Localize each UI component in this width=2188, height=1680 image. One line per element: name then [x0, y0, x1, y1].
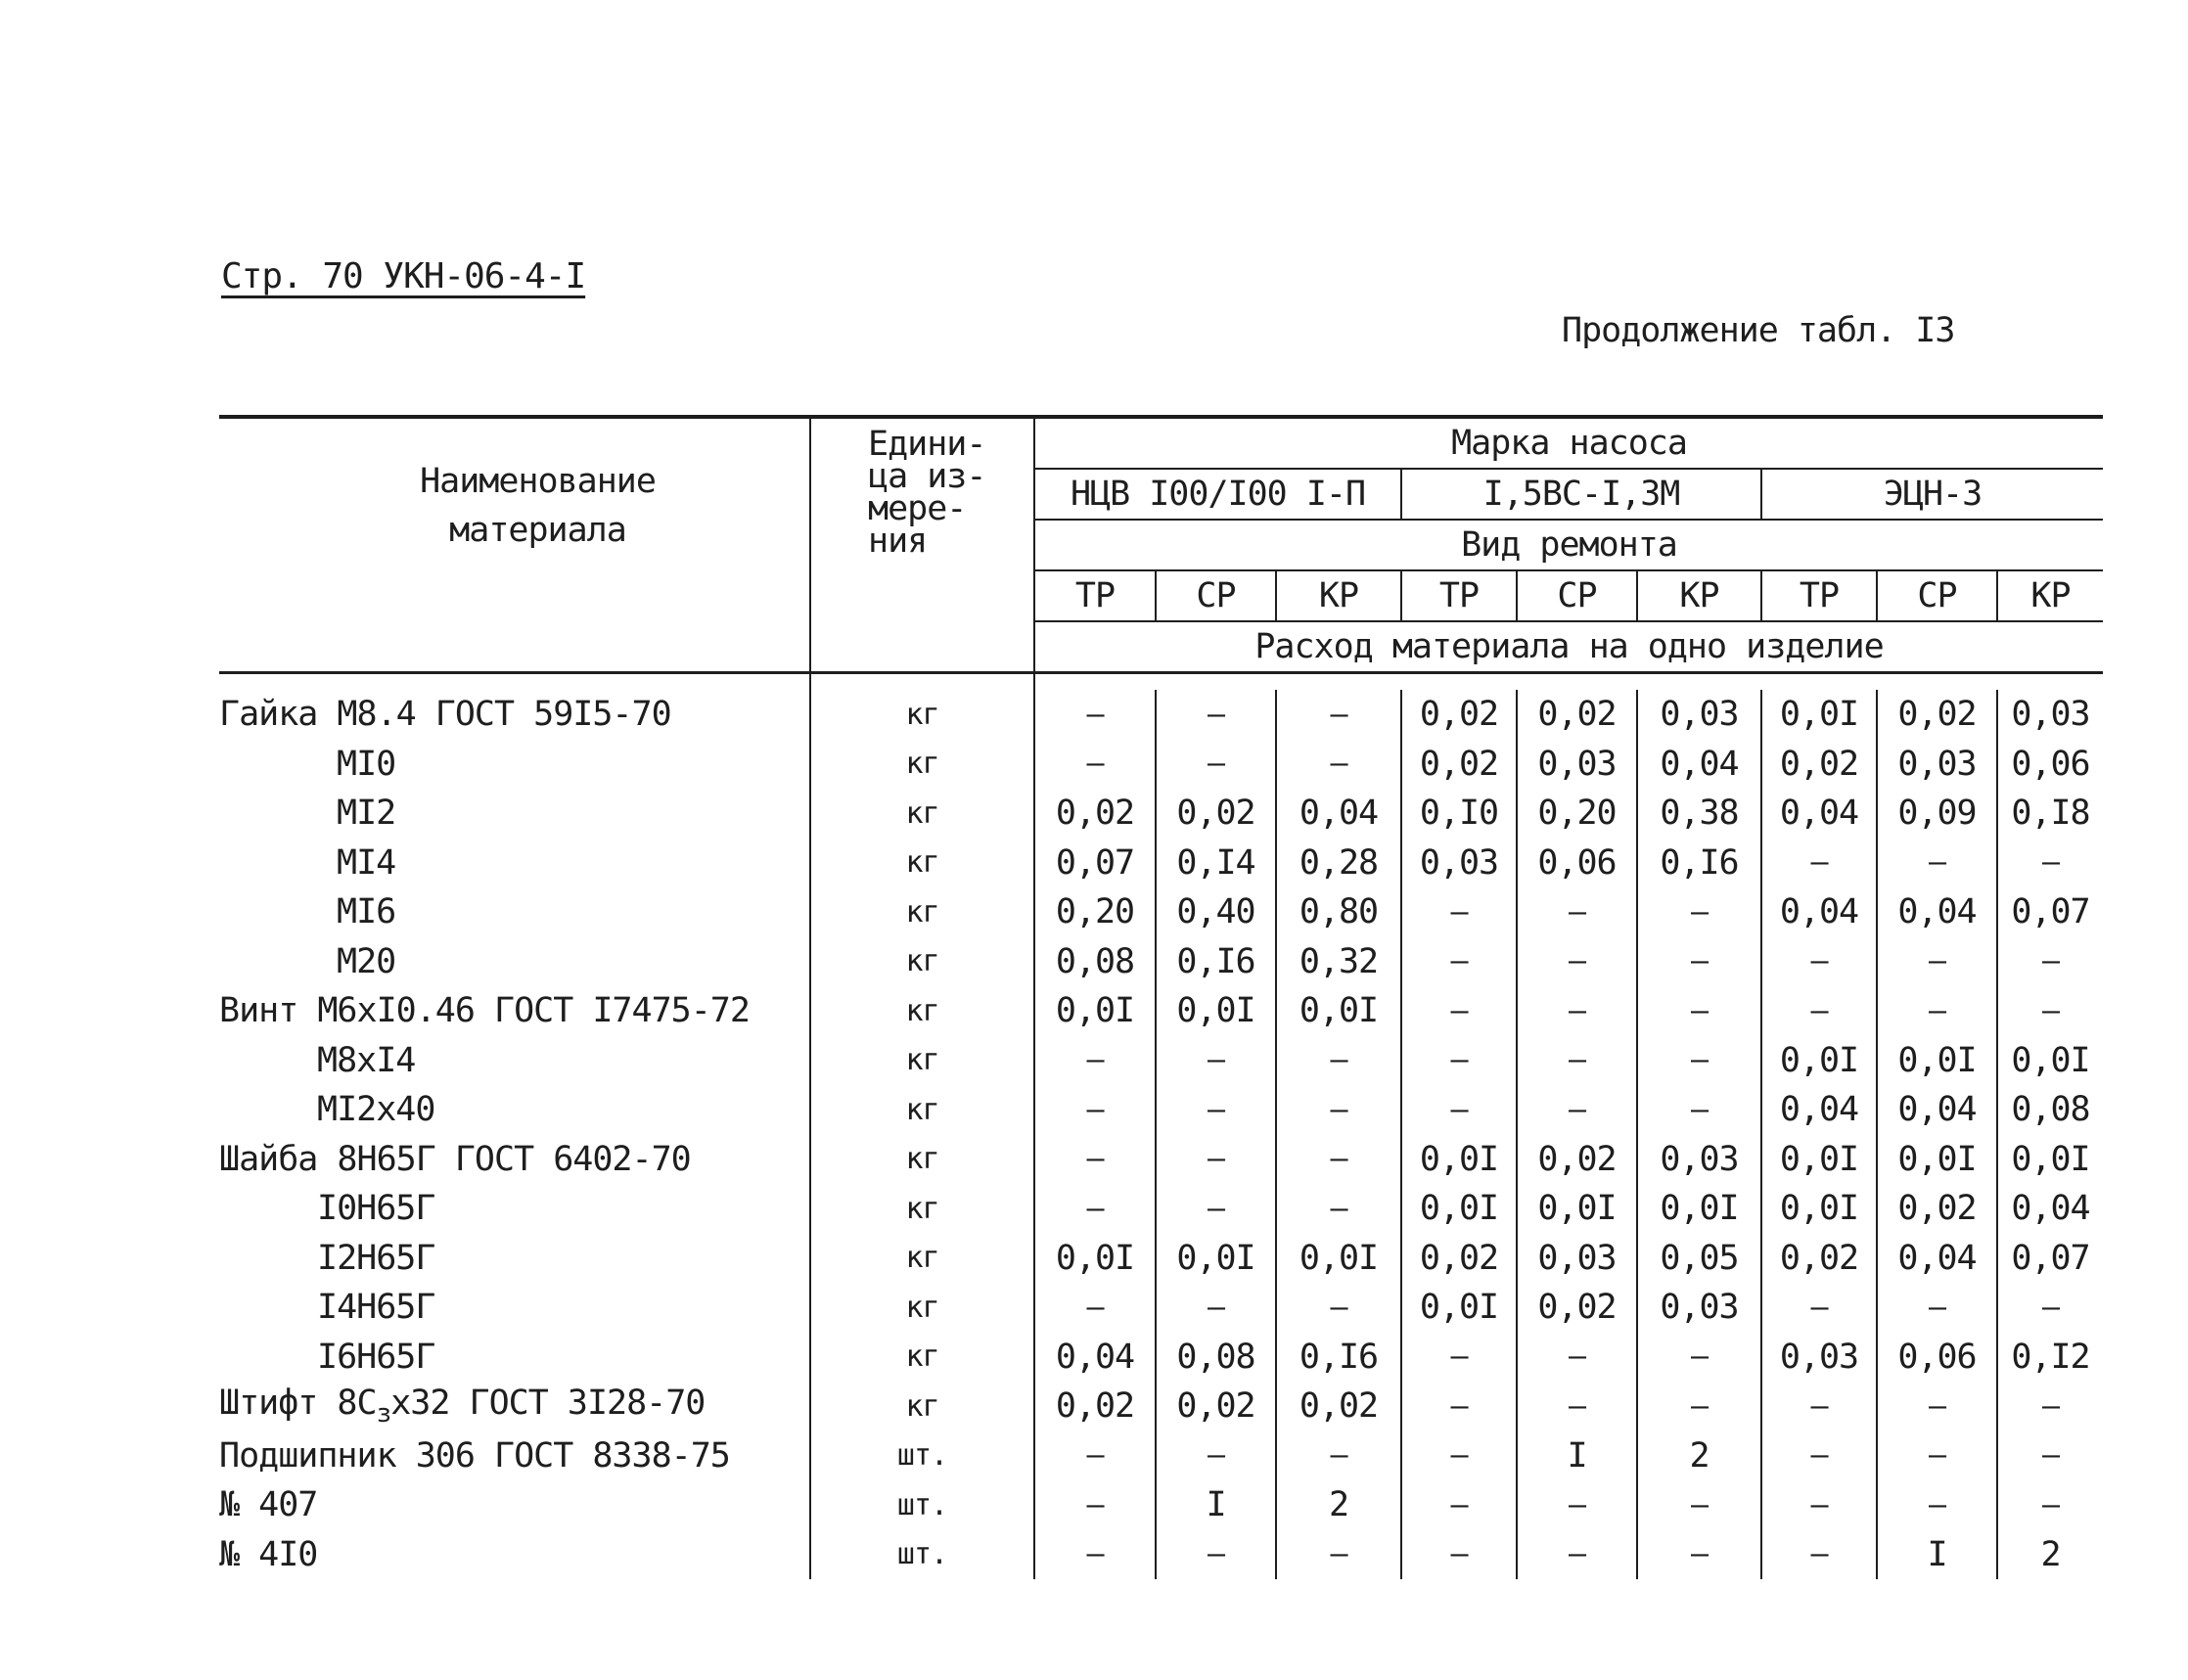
table-row — [219, 1431, 2103, 1481]
value-cell: – — [1877, 839, 1997, 888]
pump-header-3: ЭЦН-3 — [1761, 469, 2103, 520]
value-cell: – — [1761, 1283, 1877, 1333]
repair-code-header: ТР — [1761, 570, 1877, 621]
value-cell: – — [1401, 937, 1517, 987]
value-cell: – — [1877, 986, 1997, 1036]
value-cell: 0,08 — [1034, 937, 1156, 987]
table-row — [219, 1283, 2103, 1333]
value-cell: 0,0I — [1877, 1036, 1997, 1086]
value-cell: – — [1637, 1333, 1761, 1383]
value-cell: 0,20 — [1517, 789, 1637, 839]
value-cell: – — [1997, 937, 2103, 987]
value-cell: 0,04 — [1761, 1085, 1877, 1135]
value-cell: – — [1637, 986, 1761, 1036]
value-cell: – — [1276, 690, 1401, 740]
pump-brand-header: Марка насоса — [1034, 417, 2103, 469]
value-cell: – — [1401, 887, 1517, 937]
material-consumption-table — [219, 415, 2103, 1579]
value-cell: – — [1156, 1135, 1276, 1185]
value-cell: 0,07 — [1034, 839, 1156, 888]
value-cell: 0,I6 — [1156, 937, 1276, 987]
value-cell: 0,08 — [1997, 1085, 2103, 1135]
unit-cell: кг — [810, 1234, 1034, 1284]
value-cell: – — [1761, 1431, 1877, 1481]
value-cell: 0,02 — [1761, 740, 1877, 790]
value-cell: – — [1517, 1530, 1637, 1580]
value-cell: 0,0I — [1761, 1184, 1877, 1234]
value-cell: 0,07 — [1997, 1234, 2103, 1284]
value-cell: 2 — [1637, 1431, 1761, 1481]
value-cell: 0,02 — [1401, 1234, 1517, 1284]
value-cell: – — [1401, 1431, 1517, 1481]
value-cell: – — [1637, 887, 1761, 937]
repair-code-header: КР — [1997, 570, 2103, 621]
value-cell: – — [1034, 1431, 1156, 1481]
value-cell: – — [1034, 1530, 1156, 1580]
repair-code-header: СР — [1877, 570, 1997, 621]
value-cell: 0,04 — [1877, 887, 1997, 937]
unit-cell: кг — [810, 1036, 1034, 1086]
value-cell: – — [1156, 740, 1276, 790]
value-cell: – — [1276, 740, 1401, 790]
value-cell: 0,04 — [1997, 1184, 2103, 1234]
material-name-text: № 4I0 — [219, 1534, 318, 1574]
table-row — [219, 1333, 2103, 1383]
value-cell: – — [1401, 1085, 1517, 1135]
unit-cell: кг — [810, 690, 1034, 740]
value-cell: 0,I6 — [1637, 839, 1761, 888]
unit-cell: кг — [810, 986, 1034, 1036]
value-cell: 0,08 — [1156, 1333, 1276, 1383]
value-cell: 0,03 — [1517, 1234, 1637, 1284]
value-cell: – — [1276, 1085, 1401, 1135]
value-cell: 0,40 — [1156, 887, 1276, 937]
repair-type-header: Вид ремонта — [1034, 520, 2103, 570]
material-name-text: I0Н65Г — [317, 1189, 435, 1229]
table-continuation-caption: Продолжение табл. I3 — [1562, 311, 1955, 350]
value-cell: 0,02 — [1761, 1234, 1877, 1284]
value-cell: 0,02 — [1517, 1283, 1637, 1333]
value-cell: 0,0I — [1156, 1234, 1276, 1284]
unit-cell: кг — [810, 1135, 1034, 1185]
pump-header-1: НЦВ I00/I00 I-П — [1034, 469, 1401, 520]
table-row — [219, 789, 2103, 839]
table-row — [219, 1234, 2103, 1284]
value-cell: – — [1761, 1382, 1877, 1431]
value-cell: 0,0I — [1401, 1184, 1517, 1234]
value-cell: 0,I2 — [1997, 1333, 2103, 1383]
value-cell: 0,02 — [1401, 740, 1517, 790]
value-cell: – — [1034, 1184, 1156, 1234]
value-cell: – — [1997, 1480, 2103, 1530]
value-cell: 0,0I — [1761, 1135, 1877, 1185]
value-cell: – — [1276, 1184, 1401, 1234]
value-cell: 0,0I — [1034, 1234, 1156, 1284]
value-cell: 0,0I — [1877, 1135, 1997, 1185]
repair-code-header: ТР — [1034, 570, 1156, 621]
value-cell: – — [1761, 1480, 1877, 1530]
material-name-subscript: з — [376, 1399, 391, 1430]
table-row — [219, 986, 2103, 1036]
material-name — [219, 1283, 810, 1333]
repair-code-header: КР — [1637, 570, 1761, 621]
column-header-material-name: Наименование материала — [219, 417, 810, 673]
material-name-text: № 407 — [219, 1485, 318, 1525]
value-cell: 0,0I — [1637, 1184, 1761, 1234]
repair-code-header: ТР — [1401, 570, 1517, 621]
value-cell: 0,02 — [1034, 1382, 1156, 1431]
value-cell: 0,28 — [1276, 839, 1401, 888]
value-cell: – — [1276, 1530, 1401, 1580]
value-cell: – — [1637, 1085, 1761, 1135]
consumption-header: Расход материала на одно изделие — [1034, 621, 2103, 673]
material-name-text: Гайка М8.4 ГОСТ 59I5-70 — [219, 695, 671, 735]
value-cell: 2 — [1997, 1530, 2103, 1580]
value-cell: – — [1276, 1283, 1401, 1333]
value-cell: 0,04 — [1276, 789, 1401, 839]
value-cell: 0,02 — [1517, 690, 1637, 740]
material-name-text: Винт М6хI0.46 ГОСТ I7475-72 — [219, 991, 750, 1031]
value-cell: – — [1156, 1184, 1276, 1234]
value-cell: I — [1156, 1480, 1276, 1530]
value-cell: 0,03 — [1637, 1283, 1761, 1333]
unit-cell: кг — [810, 887, 1034, 937]
material-name-tail: х32 ГОСТ 3I28-70 — [390, 1384, 706, 1424]
table-row — [219, 1135, 2103, 1185]
value-cell: – — [1034, 1135, 1156, 1185]
value-cell: I — [1517, 1431, 1637, 1481]
material-name — [219, 789, 810, 839]
value-cell: – — [1877, 1283, 1997, 1333]
value-cell: 0,03 — [1761, 1333, 1877, 1383]
value-cell: 0,0I — [1997, 1036, 2103, 1086]
material-name — [219, 1234, 810, 1284]
value-cell: 0,20 — [1034, 887, 1156, 937]
value-cell: 0,04 — [1761, 887, 1877, 937]
material-name — [219, 1135, 810, 1185]
value-cell: – — [1401, 986, 1517, 1036]
value-cell: – — [1401, 1382, 1517, 1431]
material-name-text: МI2 — [337, 794, 396, 834]
table-row — [219, 839, 2103, 888]
material-name — [219, 839, 810, 888]
material-name-text: МI2х40 — [317, 1090, 435, 1130]
table-row — [219, 1184, 2103, 1234]
material-name-text: I4Н65Г — [317, 1288, 435, 1328]
unit-cell: кг — [810, 740, 1034, 790]
value-cell: – — [1156, 1283, 1276, 1333]
value-cell: 0,0I — [1276, 1234, 1401, 1284]
material-name-text: МI0 — [337, 744, 396, 784]
value-cell: – — [1517, 1382, 1637, 1431]
value-cell: – — [1401, 1480, 1517, 1530]
value-cell: 0,I8 — [1997, 789, 2103, 839]
material-name-text: МI6 — [337, 892, 396, 932]
material-name — [219, 1036, 810, 1086]
table-row — [219, 1382, 2103, 1431]
repair-code-header: КР — [1276, 570, 1401, 621]
table-row — [219, 1085, 2103, 1135]
value-cell: – — [1034, 690, 1156, 740]
value-cell: – — [1877, 1480, 1997, 1530]
value-cell: 0,I6 — [1276, 1333, 1401, 1383]
unit-cell: кг — [810, 1085, 1034, 1135]
value-cell: – — [1997, 1431, 2103, 1481]
value-cell: – — [1517, 887, 1637, 937]
value-cell: – — [1276, 1431, 1401, 1481]
table-row — [219, 887, 2103, 937]
column-header-unit: Едини- ца из- мере- ния — [810, 417, 1034, 673]
value-cell: 0,06 — [1517, 839, 1637, 888]
value-cell: – — [1637, 937, 1761, 987]
value-cell: – — [1156, 690, 1276, 740]
unit-cell: кг — [810, 1382, 1034, 1431]
value-cell: 0,0I — [1401, 1283, 1517, 1333]
value-cell: – — [1401, 1036, 1517, 1086]
material-name — [219, 937, 810, 987]
value-cell: 0,02 — [1276, 1382, 1401, 1431]
value-cell: – — [1637, 1480, 1761, 1530]
value-cell: – — [1517, 1333, 1637, 1383]
value-cell: 0,32 — [1276, 937, 1401, 987]
table-row — [219, 1480, 2103, 1530]
value-cell: – — [1517, 937, 1637, 987]
value-cell: – — [1401, 1333, 1517, 1383]
value-cell: 0,03 — [1401, 839, 1517, 888]
value-cell: – — [1637, 1530, 1761, 1580]
value-cell: – — [1997, 1283, 2103, 1333]
value-cell: – — [1276, 1036, 1401, 1086]
unit-cell: кг — [810, 789, 1034, 839]
material-name-text: М8хI4 — [317, 1040, 416, 1080]
value-cell: 0,0I — [1761, 690, 1877, 740]
value-cell: – — [1761, 839, 1877, 888]
material-name — [219, 1382, 810, 1431]
value-cell: 2 — [1276, 1480, 1401, 1530]
value-cell: – — [1517, 986, 1637, 1036]
value-cell: – — [1517, 1480, 1637, 1530]
table-row — [219, 1036, 2103, 1086]
unit-cell: кг — [810, 1283, 1034, 1333]
value-cell: 0,0I — [1761, 1036, 1877, 1086]
value-cell: 0,80 — [1276, 887, 1401, 937]
material-name — [219, 1530, 810, 1580]
table-row — [219, 1530, 2103, 1580]
value-cell: 0,38 — [1637, 789, 1761, 839]
unit-cell: кг — [810, 937, 1034, 987]
repair-code-header: СР — [1156, 570, 1276, 621]
value-cell: 0,02 — [1034, 789, 1156, 839]
value-cell: 0,0I — [1517, 1184, 1637, 1234]
value-cell: – — [1276, 1135, 1401, 1185]
value-cell: 0,02 — [1156, 1382, 1276, 1431]
unit-cell: шт. — [810, 1530, 1034, 1580]
material-name — [219, 1184, 810, 1234]
value-cell: – — [1156, 1036, 1276, 1086]
value-cell: – — [1877, 1431, 1997, 1481]
value-cell: 0,02 — [1877, 690, 1997, 740]
unit-cell: шт. — [810, 1480, 1034, 1530]
material-name — [219, 690, 810, 740]
value-cell: 0,0I — [1156, 986, 1276, 1036]
value-cell: 0,02 — [1517, 1135, 1637, 1185]
value-cell: – — [1034, 1085, 1156, 1135]
value-cell: – — [1034, 1480, 1156, 1530]
material-name-text: Штифт 8С — [219, 1384, 377, 1424]
material-name — [219, 1480, 810, 1530]
value-cell: 0,03 — [1637, 690, 1761, 740]
value-cell: – — [1637, 1382, 1761, 1431]
value-cell: 0,02 — [1877, 1184, 1997, 1234]
value-cell: – — [1156, 1431, 1276, 1481]
value-cell: 0,0I — [1034, 986, 1156, 1036]
value-cell: – — [1517, 1036, 1637, 1086]
value-cell: I — [1877, 1530, 1997, 1580]
material-name — [219, 740, 810, 790]
value-cell: – — [1401, 1530, 1517, 1580]
value-cell: 0,06 — [1877, 1333, 1997, 1383]
pump-header-2: I,5ВС-I,3М — [1401, 469, 1761, 520]
value-cell: 0,02 — [1401, 690, 1517, 740]
material-name — [219, 1431, 810, 1481]
material-name-text: I6Н65Г — [317, 1337, 435, 1377]
material-name-text: Шайба 8Н65Г ГОСТ 6402-70 — [219, 1139, 691, 1179]
value-cell: – — [1034, 1036, 1156, 1086]
value-cell: – — [1877, 1382, 1997, 1431]
material-name — [219, 986, 810, 1036]
unit-cell: шт. — [810, 1431, 1034, 1481]
value-cell: – — [1034, 740, 1156, 790]
table-row — [219, 690, 2103, 740]
material-name-text: I2Н65Г — [317, 1238, 435, 1278]
material-name — [219, 887, 810, 937]
value-cell: 0,04 — [1877, 1234, 1997, 1284]
value-cell: 0,02 — [1156, 789, 1276, 839]
value-cell: 0,03 — [1877, 740, 1997, 790]
value-cell: 0,04 — [1761, 789, 1877, 839]
material-name-text: МI4 — [337, 842, 396, 883]
material-name-text: Подшипник 306 ГОСТ 8338-75 — [219, 1435, 730, 1476]
page-reference: Стр. 70 УКН-06-4-I — [221, 256, 586, 296]
value-cell: – — [1156, 1530, 1276, 1580]
value-cell: 0,I4 — [1156, 839, 1276, 888]
value-cell: 0,06 — [1997, 740, 2103, 790]
value-cell: – — [1156, 1085, 1276, 1135]
repair-code-header: СР — [1517, 570, 1637, 621]
value-cell: 0,03 — [1997, 690, 2103, 740]
value-cell: – — [1637, 1036, 1761, 1086]
value-cell: 0,04 — [1034, 1333, 1156, 1383]
value-cell: 0,03 — [1637, 1135, 1761, 1185]
value-cell: 0,07 — [1997, 887, 2103, 937]
material-name — [219, 1085, 810, 1135]
value-cell: – — [1761, 986, 1877, 1036]
unit-cell: кг — [810, 839, 1034, 888]
material-name — [219, 1333, 810, 1383]
value-cell: 0,0I — [1401, 1135, 1517, 1185]
value-cell: 0,04 — [1877, 1085, 1997, 1135]
value-cell: 0,03 — [1517, 740, 1637, 790]
value-cell: 0,09 — [1877, 789, 1997, 839]
value-cell: – — [1997, 986, 2103, 1036]
value-cell: – — [1761, 937, 1877, 987]
value-cell: – — [1997, 1382, 2103, 1431]
value-cell: – — [1034, 1283, 1156, 1333]
value-cell: – — [1517, 1085, 1637, 1135]
value-cell: 0,0I — [1997, 1135, 2103, 1185]
value-cell: 0,I0 — [1401, 789, 1517, 839]
material-name-text: М20 — [337, 941, 396, 981]
value-cell: – — [1997, 839, 2103, 888]
table-row — [219, 937, 2103, 987]
value-cell: – — [1761, 1530, 1877, 1580]
value-cell: – — [1877, 937, 1997, 987]
unit-cell: кг — [810, 1333, 1034, 1383]
value-cell: 0,04 — [1637, 740, 1761, 790]
unit-cell: кг — [810, 1184, 1034, 1234]
value-cell: 0,05 — [1637, 1234, 1761, 1284]
table-row — [219, 740, 2103, 790]
value-cell: 0,0I — [1276, 986, 1401, 1036]
